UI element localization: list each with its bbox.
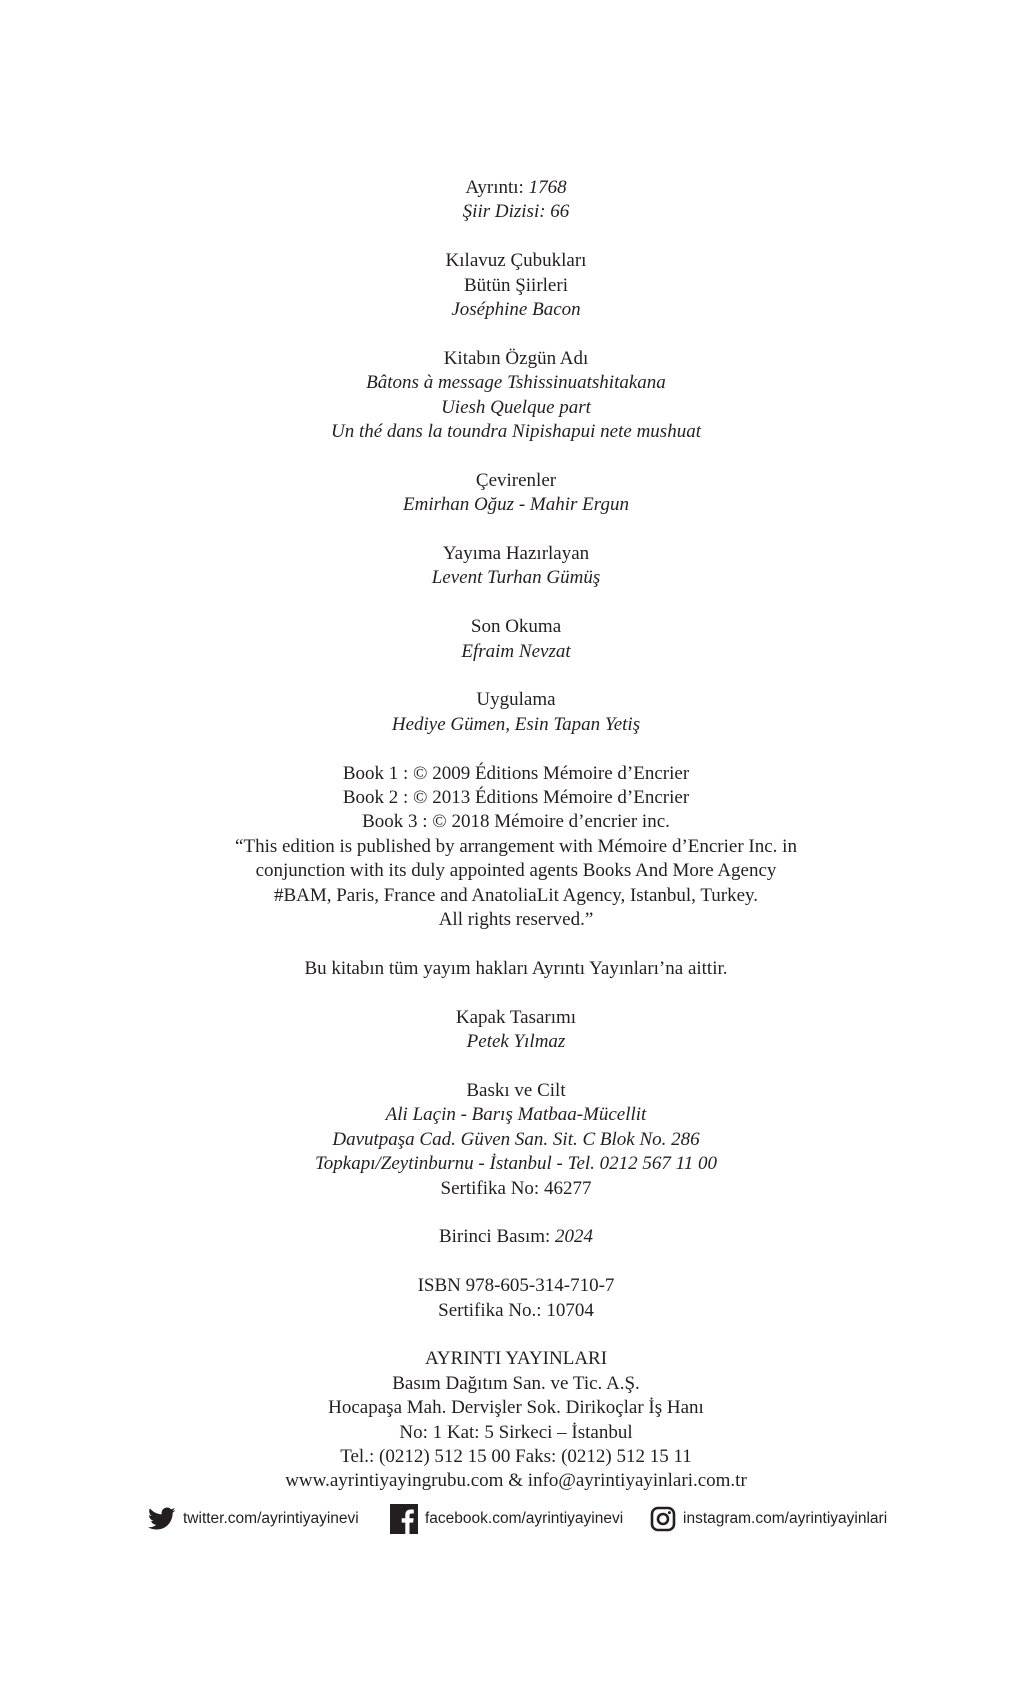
book-title: Kılavuz Çubukları (445, 250, 587, 272)
printer-name: Ali Laçin - Barış Matbaa-Mücellit (385, 1104, 647, 1126)
imprint-page (0, 176, 1032, 1518)
proofreading-label: Son Okuma (470, 616, 562, 638)
book-title-block (0, 249, 1032, 322)
cover-design-block (0, 1006, 1032, 1055)
cover-design-label: Kapak Tasarımı (455, 1006, 577, 1028)
publisher-name: AYRINTI YAYINLARI (424, 1348, 608, 1370)
copyright-line: conjunction with its duly appointed agents Books And More Agency (255, 860, 777, 882)
original-title-block (0, 347, 1032, 445)
printer-address-1: Davutpaşa Cad. Güven San. Sit. C Blok No. 286 (332, 1128, 700, 1150)
book-author: Joséphine Bacon (451, 299, 581, 321)
copyright-block (0, 762, 1032, 933)
edition-block (0, 1225, 1032, 1249)
social-links (0, 1502, 1032, 1536)
rights-statement: Bu kitabın tüm yayım hakları Ayrıntı Yayınları’na aittir. (304, 957, 728, 979)
isbn-number: ISBN 978-605-314-710-7 (417, 1275, 615, 1297)
copyright-line: Book 3 : © 2018 Mémoire d’encrier inc. (362, 811, 670, 833)
original-title-label: Kitabın Özgün Adı (443, 347, 589, 369)
proofreading-names: Efraim Nevzat (461, 640, 571, 662)
layout-credit-block (0, 688, 1032, 737)
copyright-line: Book 1 : © 2009 Éditions Mémoire d’Encrier (342, 762, 690, 784)
original-title-1: Bâtons à message Tshissinuatshitakana (366, 372, 666, 394)
instagram-icon (650, 1506, 676, 1532)
publisher-series-number: 1768 (528, 177, 567, 198)
editor-names: Levent Turhan Gümüş (431, 567, 601, 589)
facebook-icon (390, 1504, 418, 1534)
isbn-block (0, 1274, 1032, 1323)
facebook-handle[interactable]: facebook.com/ayrintiyayinevi (425, 1510, 624, 1527)
translators-block (0, 469, 1032, 518)
twitter-handle[interactable]: twitter.com/ayrintiyayinevi (183, 1510, 359, 1527)
translators-names: Emirhan Oğuz - Mahir Ergun (403, 494, 629, 516)
series-block (0, 176, 1032, 225)
book-subtitle: Bütün Şiirleri (464, 274, 568, 296)
layout-credit-label: Uygulama (476, 689, 556, 711)
original-title-3: Un thé dans la toundra Nipishapui nete mushuat (331, 421, 701, 443)
edition-label: Birinci Basım: (438, 1226, 556, 1248)
printing-block (0, 1079, 1032, 1201)
copyright-line: #BAM, Paris, France and AnatoliaLit Agency, Istanbul, Turkey. (273, 884, 759, 906)
poetry-series-number: : 66 (539, 201, 570, 223)
copyright-line: “This edition is published by arrangement with Mémoire d’Encrier Inc. in (235, 835, 797, 857)
publisher-block (0, 1347, 1032, 1493)
facebook-link[interactable] (390, 1502, 623, 1536)
publisher-certificate: Sertifika No.: 10704 (438, 1299, 594, 1321)
proofreading-block (0, 615, 1032, 664)
publisher-address-1: Hocapaşa Mah. Dervişler Sok. Dirikoçlar İş Hanı (328, 1397, 704, 1419)
printer-address-2: Topkapı/Zeytinburnu - İstanbul - Tel. 0212 567 11 00 (314, 1153, 717, 1175)
poetry-series-line (0, 200, 1032, 224)
twitter-bird-icon (148, 1507, 176, 1531)
edition-year: 2024 (555, 1226, 594, 1248)
edition-line (0, 1225, 1032, 1249)
publisher-phone-fax: Tel.: (0212) 512 15 00 Faks: (0212) 512 15 11 (340, 1445, 692, 1467)
poetry-series-label: Şiir Dizisi (462, 201, 540, 223)
twitter-link[interactable] (148, 1502, 359, 1536)
cover-design-names: Petek Yılmaz (466, 1031, 566, 1053)
printer-certificate: Sertifika No: 46277 (440, 1177, 592, 1199)
publisher-company: Basım Dağıtım San. ve Tic. A.Ş. (392, 1372, 640, 1394)
rights-block (0, 957, 1032, 981)
instagram-link[interactable] (650, 1502, 887, 1536)
editor-block (0, 542, 1032, 591)
original-title-2: Uiesh Quelque part (441, 396, 591, 418)
copyright-line: All rights reserved.” (438, 909, 594, 931)
publisher-series-label: Ayrıntı: (465, 177, 529, 198)
publisher-web-email: www.ayrintiyayingrubu.com & info@ayrintiyayinlari.com.tr (285, 1470, 747, 1492)
editor-label: Yayıma Hazırlayan (442, 543, 590, 565)
publisher-address-2: No: 1 Kat: 5 Sirkeci – İstanbul (399, 1421, 633, 1443)
copyright-line: Book 2 : © 2013 Éditions Mémoire d’Encrier (342, 787, 690, 809)
translators-label: Çevirenler (475, 469, 557, 491)
layout-credit-names: Hediye Gümen, Esin Tapan Yetiş (391, 713, 641, 735)
printing-label: Baskı ve Cilt (466, 1079, 566, 1101)
instagram-handle[interactable]: instagram.com/ayrintiyayinlari (683, 1510, 888, 1527)
publisher-series-line (0, 176, 1032, 200)
